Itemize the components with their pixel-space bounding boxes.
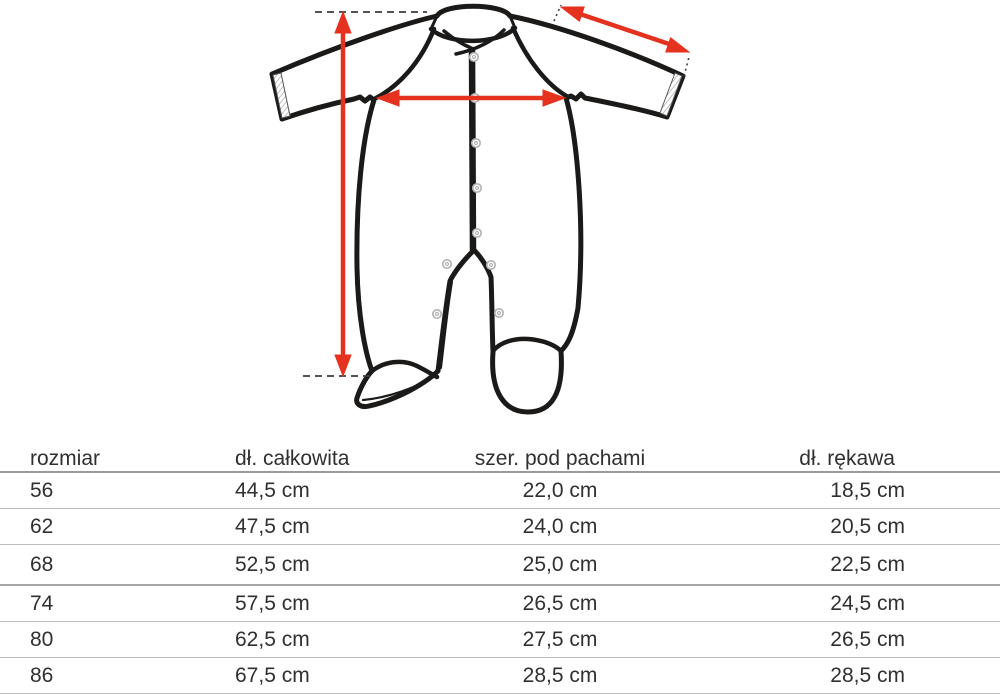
arrowhead-upleft-icon [561,7,584,21]
column-header-underarm-width: szer. pod pachami [474,446,646,470]
table-cell: 28,5 cm [830,664,905,687]
size-table [0,445,1000,694]
arrowhead-downright-icon [666,38,689,52]
table-row [0,545,1000,586]
onesie-body-outline [272,6,683,412]
table-cell: 62 [30,515,54,538]
snap-icon [443,260,451,268]
table-cell: 68 [30,553,54,576]
snap-icon [487,261,495,269]
table-row [0,473,1000,509]
table-row [0,622,1000,658]
arrowhead-up-icon [335,12,351,33]
snap-icon [433,310,441,318]
cuff-dotted-guide [684,57,689,76]
table-cell: 26,5 cm [522,592,598,615]
table-cell: 44,5 cm [235,479,310,502]
table-cell: 57,5 cm [235,592,310,615]
table-cell: 80 [30,628,54,651]
snap-icon [473,184,481,192]
table-cell: 24,5 cm [830,592,905,615]
table-cell: 24,0 cm [522,515,598,538]
table-cell: 20,5 cm [830,515,905,538]
table-cell: 18,5 cm [830,479,905,502]
table-body [0,473,1000,694]
table-cell: 62,5 cm [235,628,310,651]
column-header-total-length: dł. całkowita [235,446,350,470]
table-cell: 28,5 cm [522,664,598,687]
table-cell: 56 [30,479,54,502]
onesie-drawing [272,6,683,412]
column-header-size: rozmiar [30,446,101,470]
table-cell: 67,5 cm [235,664,310,687]
shoulder-dotted-guide [554,5,561,21]
table-cell: 74 [30,592,54,615]
table-cell: 52,5 cm [235,553,310,576]
table-cell: 22,5 cm [830,553,905,576]
snap-icon [495,309,503,317]
table-row [0,509,1000,545]
table-cell: 22,0 cm [522,479,598,502]
snap-icon [472,139,480,147]
table-cell: 27,5 cm [522,628,598,651]
table-cell: 47,5 cm [235,515,310,538]
arrowhead-down-icon [335,355,351,376]
snap-icon [473,229,481,237]
table-cell: 26,5 cm [830,628,905,651]
table-cell: 25,0 cm [522,553,598,576]
column-header-sleeve-length: dł. rękawa [799,446,895,470]
table-row [0,586,1000,622]
table-header-row [0,445,1000,473]
snap-icon [470,53,478,61]
front-placket [472,50,473,250]
table-row [0,658,1000,694]
table-cell: 86 [30,664,54,687]
